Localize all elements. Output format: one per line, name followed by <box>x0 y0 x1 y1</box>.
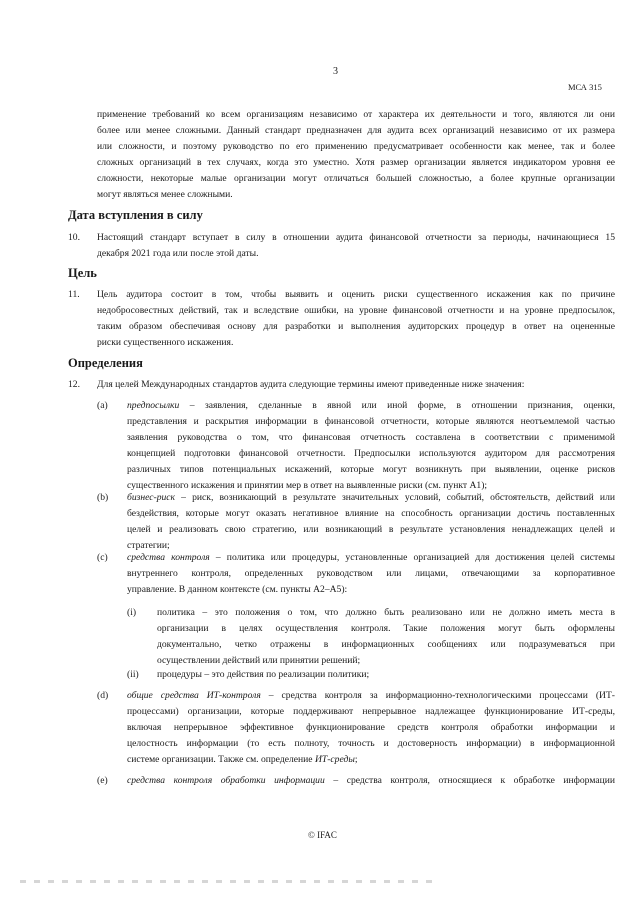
paragraph-number: 12. <box>68 379 80 390</box>
text-line: средства контроля – политика или процедуры, установленные организацией для достижения целей системы <box>127 552 615 563</box>
text-line: различных типов потенциальных искажений, которые могут возникнуть при выявлении, оценке рисков <box>127 464 615 475</box>
text-line: применение требований ко всем организациям независимо от характера их деятельности и того, являются ли они <box>97 109 615 120</box>
item-label: (b) <box>97 492 109 503</box>
text-line: общие средства ИТ-контроля – средства контроля за информационно-технологическими процессами (ИТ- <box>127 690 615 701</box>
text-line: включая непрерывное эффективное функционирование средств контроля обработки информации и <box>127 722 615 733</box>
text-line: управление. В данном контексте (см. пункты A2–A5): <box>127 584 348 595</box>
heading-definitions: Определения <box>68 356 143 370</box>
text-line: внутреннего контроля, определенных руководством или лицами, отвечающими за корпоративное <box>127 568 615 579</box>
definition-subitem-ii <box>127 667 615 683</box>
paragraph-number: 10. <box>68 232 80 243</box>
text-line: более или менее сложными. Данный стандарт предназначен для аудита всех организаций независимо от их размера <box>97 125 615 136</box>
defined-term: общие средства ИТ-контроля <box>127 690 261 701</box>
item-label: (e) <box>97 775 108 786</box>
text-line: недобросовестных действий, так и вследствие ошибки, на уровне финансовой отчетности и на уровне предпосылок, <box>97 305 615 316</box>
text-line: сложности, некоторые малые организации могут отличаться большей сложностью, а более крупные организации <box>97 173 615 184</box>
text-line: целей и реализовать свою стратегию, или возникающий в результате установления ненадлежащих целей и <box>127 524 615 535</box>
defined-term: предпосылки <box>127 400 180 411</box>
item-label: (ii) <box>127 669 139 680</box>
page-number: 3 <box>333 66 338 77</box>
defined-term: бизнес-риск <box>127 492 176 503</box>
footer-copyright: © IFAC <box>308 830 337 840</box>
text-line: средства контроля обработки информации – средства контроля, относящиеся к обработке информации <box>127 775 615 786</box>
text-line: процедуры – это действия по реализации политики; <box>157 669 370 680</box>
text-line: могут являться менее сложными. <box>97 189 233 200</box>
item-label: (d) <box>97 690 109 701</box>
item-label: (i) <box>127 607 137 618</box>
text-line: концепцией подготовки финансовой отчетности. Предпосылки используются аудитором для рассмотрения <box>127 448 615 459</box>
text-line: стратегии; <box>127 540 170 551</box>
item-label: (c) <box>97 552 108 563</box>
definition-item-b <box>97 490 615 554</box>
definition-subitem-i <box>127 605 615 669</box>
text-line: осуществлении действий или принятии решений; <box>157 655 361 666</box>
text-line: целостность информации (то есть полноту, точность и достоверность информации) в информационной <box>127 738 615 749</box>
document-code: МСА 315 <box>568 82 602 92</box>
definition-item-d <box>97 688 615 768</box>
scan-artifact <box>20 880 440 883</box>
text-line: Для целей Международных стандартов аудита следующие термины имеют приведенные ниже значения: <box>97 379 525 390</box>
defined-term: средства контроля <box>127 552 210 563</box>
text-line: предпосылки – заявления, сделанные в явной или иной форме, в отношении признания, оценки, <box>127 400 615 411</box>
text-line: сложных организаций в тех случаях, когда это уместно. Хотя размер организации является индикатором уровня ее <box>97 157 615 168</box>
definition-item-e <box>97 773 615 789</box>
definition-item-a <box>97 398 615 494</box>
paragraph-number: 11. <box>68 289 80 300</box>
definition-item-c <box>97 550 615 598</box>
intro-paragraph <box>97 107 615 203</box>
text-line: Цель аудитора состоит в том, чтобы выявить и оценить риски существенного искажения как по причине <box>97 289 615 300</box>
text-line: процессами) организации, которые поддерживают непрерывное надлежащее функционирование ИТ-среды, <box>127 706 615 717</box>
text-line: представления и раскрытия информации в финансовой отчетности, которые являются неотъемлемой частью <box>127 416 615 427</box>
text-line: документально, четко отражены в информационных сообщениях или подразумеваться при <box>157 639 615 650</box>
text-line: таким образом обеспечивая основу для разработки и выполнения аудиторских процедур в ответ на оцененные <box>97 321 615 332</box>
paragraph-10 <box>68 230 615 262</box>
defined-term: средства контроля обработки информации <box>127 775 325 786</box>
text-line: организации в целях осуществления контроля. Такие положения могут быть оформлены <box>157 623 615 634</box>
defined-term: ИТ-среды <box>314 754 355 765</box>
text-line: или сложности, и поэтому руководство по его применению предусматривает особенности как менее, так и более <box>97 141 615 152</box>
text-line: существенного искажения и принятии мер в ответ на выявленные риски (см. пункт A1); <box>127 480 488 491</box>
text-line: риски существенного искажения. <box>97 337 234 348</box>
heading-effective-date: Дата вступления в силу <box>68 208 203 222</box>
text-line: бизнес-риск – риск, возникающий в результате значительных условий, событий, обстоятельств, действий или <box>127 492 615 503</box>
text-line: политика – это положения о том, что должно быть реализовано или не должно иметь места в <box>157 607 615 618</box>
item-label: (a) <box>97 400 108 411</box>
paragraph-11 <box>68 287 615 351</box>
text-line: системе организации. Также см. определение ИТ-среды; <box>127 754 358 765</box>
text-line: декабря 2021 года или после этой даты. <box>97 248 259 259</box>
text-line: Настоящий стандарт вступает в силу в отношении аудита финансовой отчетности за периоды, начинающиеся 15 <box>97 232 615 243</box>
text-line: заявления руководства о том, что финансовая отчетность составлена в соответствии с применимой <box>127 432 615 443</box>
heading-objective: Цель <box>68 266 97 280</box>
text-line: бездействия, которые могут оказать негативное влияние на способность организации достичь поставленных <box>127 508 615 519</box>
paragraph-12 <box>68 377 615 393</box>
